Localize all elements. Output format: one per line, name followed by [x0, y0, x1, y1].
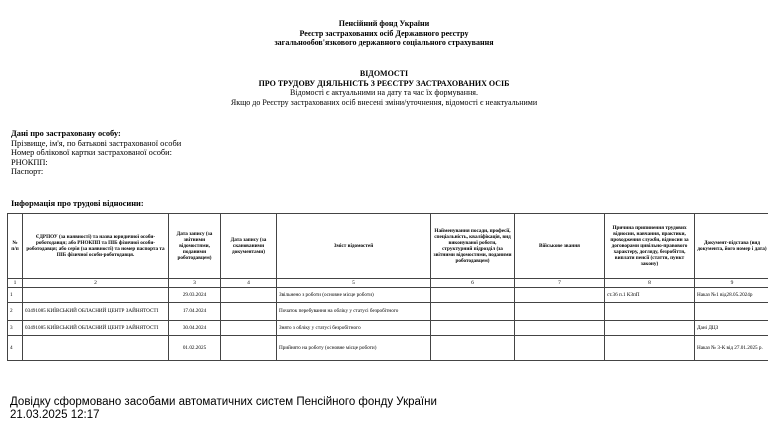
footer-note: Довідку сформовано засобами автоматичних систем Пенсійного фонду України: [10, 396, 437, 408]
position-cell: [431, 336, 515, 361]
row-number: 4: [8, 336, 23, 361]
reason-cell: [605, 321, 695, 336]
person-passport-label: Паспорт:: [11, 167, 181, 177]
column-header: Причина припинення трудових відносин, навчання, практики, проходження служби, відносин за договорами цивільно-правового характеру, догляду, безробіття, виплати пенсії (стаття, пункт закону): [605, 214, 695, 279]
column-number: 7: [515, 279, 605, 288]
column-number: 6: [431, 279, 515, 288]
column-number: 5: [277, 279, 431, 288]
content-cell: Звільнено з роботи (основне місце роботи): [277, 288, 431, 303]
rank-cell: [515, 303, 605, 321]
column-number: 2: [23, 279, 169, 288]
position-cell: [431, 303, 515, 321]
position-cell: [431, 288, 515, 303]
reason-cell: [605, 303, 695, 321]
org-name: Пенсійний фонд України: [0, 19, 768, 29]
document-subtitle: ПРО ТРУДОВУ ДІЯЛЬНІСТЬ З РЕЄСТРУ ЗАСТРАХОВАНИХ ОСІБ: [0, 79, 768, 89]
table-header-row: [8, 214, 768, 279]
table-row: [8, 288, 768, 303]
person-heading: Дані про застраховану особу:: [11, 129, 181, 139]
row-number: 2: [8, 303, 23, 321]
date-report-cell: 01.02.2025: [169, 336, 221, 361]
registry-name: Реєстр застрахованих осіб Державного реєстру: [0, 29, 768, 39]
person-section: [11, 129, 181, 177]
person-name-label: Прізвище, ім'я, по батькові застрахованої особи: [11, 139, 181, 149]
footer-timestamp: 21.03.2025 12:17: [10, 409, 100, 421]
employer-cell: 03491085 КИЇВСЬКИЙ ОБЛАСНИЙ ЦЕНТР ЗАЙНЯТОСТІ: [23, 303, 169, 321]
rank-cell: [515, 321, 605, 336]
column-header: Дата запису (за звітними відомостями, поданими роботодавцем): [169, 214, 221, 279]
table-row: [8, 303, 768, 321]
content-cell: Початок перебування на обліку у статусі безробітного: [277, 303, 431, 321]
column-header: № п/п: [8, 214, 23, 279]
date-scan-cell: [221, 288, 277, 303]
person-card-label: Номер облікової картки застрахованої особи:: [11, 148, 181, 158]
position-cell: [431, 321, 515, 336]
content-cell: Знято з обліку у статусі безробітного: [277, 321, 431, 336]
column-header: Зміст відомостей: [277, 214, 431, 279]
person-rnokpp-label: РНОКПП:: [11, 158, 181, 168]
column-header: Дата запису (за сканованими документами): [221, 214, 277, 279]
column-number: 8: [605, 279, 695, 288]
date-scan-cell: [221, 321, 277, 336]
reason-cell: ст.36 п.1 КЗпП: [605, 288, 695, 303]
actuality-note: Відомості є актуальними на дату та час їх формування.: [0, 88, 768, 98]
document-title-block: [0, 69, 768, 107]
changes-note: Якщо до Реєстру застрахованих осіб внесені зміни/уточнення, відомості є неактуальними: [0, 98, 768, 108]
document-cell: Дані ДЦЗ: [695, 321, 768, 336]
column-header: Документ-підстава (вид документа, його номер і дата): [695, 214, 768, 279]
column-number: 9: [695, 279, 768, 288]
document-title: ВІДОМОСТІ: [0, 69, 768, 79]
document-cell: [695, 303, 768, 321]
document-cell: Наказ №1 від28.05.2024р: [695, 288, 768, 303]
employer-cell: [23, 288, 169, 303]
column-header: Військове звання: [515, 214, 605, 279]
row-number: 1: [8, 288, 23, 303]
employer-cell: 03491085 КИЇВСЬКИЙ ОБЛАСНИЙ ЦЕНТР ЗАЙНЯТОСТІ: [23, 321, 169, 336]
reason-cell: [605, 336, 695, 361]
column-number: 1: [8, 279, 23, 288]
labor-heading: Інформація про трудові відносини:: [11, 199, 144, 209]
employer-cell: [23, 336, 169, 361]
document-cell: Наказ № 3-К від 27.01.2025 р.: [695, 336, 768, 361]
date-scan-cell: [221, 303, 277, 321]
table-row: [8, 336, 768, 361]
document-header: [0, 19, 768, 48]
date-report-cell: 29.03.2024: [169, 288, 221, 303]
column-number-row: [8, 279, 768, 288]
rank-cell: [515, 336, 605, 361]
date-report-cell: 30.04.2024: [169, 321, 221, 336]
row-number: 3: [8, 321, 23, 336]
date-scan-cell: [221, 336, 277, 361]
table-row: [8, 321, 768, 336]
insurance-name: загальнообов'язкового державного соціального страхування: [0, 38, 768, 48]
rank-cell: [515, 288, 605, 303]
date-report-cell: 17.04.2024: [169, 303, 221, 321]
content-cell: Прийнято на роботу (основне місце роботи): [277, 336, 431, 361]
column-header: Найменування посади, професії, спеціальність, кваліфікація, вид виконуваної роботи, структурний підрозділ (за звітними відомостями, поданими роботодавцем): [431, 214, 515, 279]
column-number: 3: [169, 279, 221, 288]
column-header: ЄДРПОУ (за наявності) та назва юридичної особи-роботодавця; або РНОКПП та ПІБ фізичної особи-роботодавця; або серія (за наявності) та номер паспорта та ПІБ фізичної особи-роботодавця.: [23, 214, 169, 279]
column-number: 4: [221, 279, 277, 288]
labor-table: [7, 213, 768, 361]
